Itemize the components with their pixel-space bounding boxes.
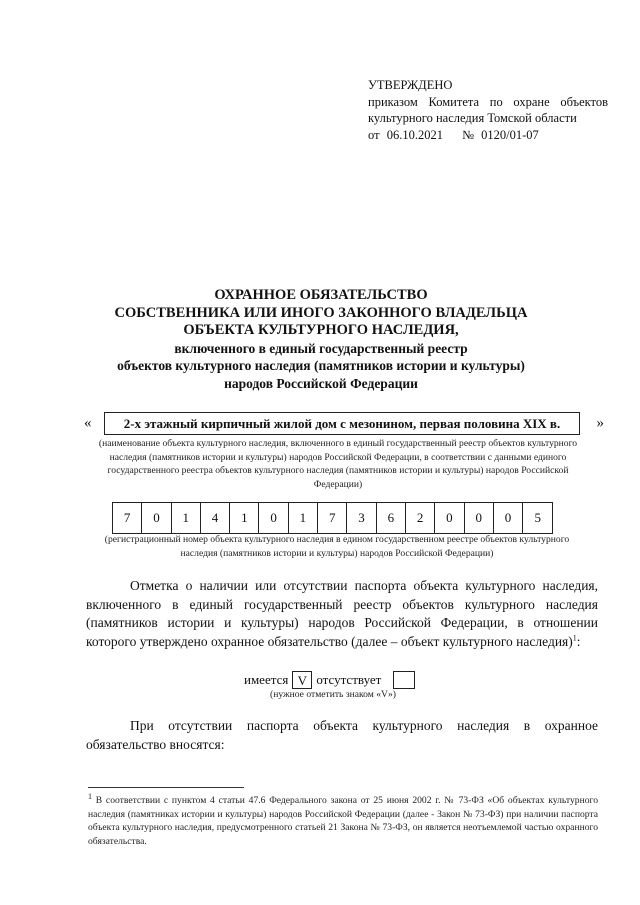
object-name-row bbox=[84, 412, 604, 438]
title-line: СОБСТВЕННИКА ИЛИ ИНОГО ЗАКОННОГО ВЛАДЕЛЬЦА bbox=[114, 304, 528, 321]
approval-word: объектов bbox=[560, 94, 608, 109]
passport-colon: : bbox=[576, 633, 581, 649]
passport-absent-label: отсутствует bbox=[316, 672, 382, 687]
registration-digit-cell: 0 bbox=[142, 503, 171, 533]
document-title bbox=[80, 287, 562, 392]
approval-date: 06.10.2021 bbox=[386, 127, 443, 142]
registration-digit-cell: 7 bbox=[113, 503, 142, 533]
registration-number-grid bbox=[112, 502, 553, 534]
footnote-reference: 1 bbox=[572, 633, 577, 642]
footnote-text: В соответствии с пунктом 4 статьи 47.6 Федерального закона от 25 июня 2002 г. № 73-ФЗ «Об объектах культурного наследия (памятниках истории и культуры) народов Российской Федерации (далее - Закон № 73-ФЗ) при наличии паспорта объекта культурного наследия, предусмотренного статьей 21 Закона № 73-ФЗ, он является неотъемлемой частью охранного обязательства. bbox=[88, 795, 598, 847]
registration-digit-cell: 4 bbox=[201, 503, 230, 533]
passport-paragraph-text: Отметка о наличии или отсутствии паспорта объекта культурного наследия, включенного в единый государственный реестр объектов культурного наследия (памятников истории и культуры) народов Российской Федерации, в отношении которого утверждено охранное обязательство (далее – объект культурного наследия) bbox=[86, 578, 598, 649]
registration-digit-cell: 6 bbox=[377, 503, 406, 533]
passport-has-checkbox[interactable]: V bbox=[292, 671, 312, 689]
registration-digit-cell: 0 bbox=[494, 503, 523, 533]
footnote bbox=[88, 791, 598, 848]
registration-digit-cell: 7 bbox=[318, 503, 347, 533]
registration-digit-cell: 0 bbox=[435, 503, 464, 533]
registration-digit-cell: 1 bbox=[172, 503, 201, 533]
passport-paragraph bbox=[86, 577, 598, 651]
object-name-caption: (наименование объекта культурного наследия, включенного в единый государственный реестр объектов культурного наследия (памятников истории и культуры) народов Российской Федерации, в соответствии с данными единого государственного реестра объектов культурного наследия (памятников истории и культуры) народов Российской Федерации) bbox=[98, 438, 578, 490]
footnote-marker: 1 bbox=[88, 791, 92, 801]
registration-digit-cell: 3 bbox=[347, 503, 376, 533]
approval-word: Комитета bbox=[428, 94, 480, 109]
footnote-divider bbox=[88, 787, 244, 788]
title-line: ОХРАННОЕ ОБЯЗАТЕЛЬСТВО bbox=[214, 287, 428, 303]
approval-word: охране bbox=[513, 94, 550, 109]
registration-digit-cell: 0 bbox=[465, 503, 494, 533]
approval-number-prefix: № bbox=[462, 127, 474, 142]
approval-number: 0120/01-07 bbox=[481, 127, 539, 142]
registration-digit-cell: 1 bbox=[289, 503, 318, 533]
approval-date-line bbox=[368, 127, 608, 144]
registration-number-caption: (регистрационный номер объекта культурного наследия в едином государственном реестре объектов культурного наследия (памятников истории и культуры) народов Российской Федерации) bbox=[104, 534, 570, 559]
approval-date-prefix: от bbox=[368, 127, 380, 142]
registration-digit-cell: 5 bbox=[534, 510, 542, 525]
passport-hint: (нужное отметить знаком «V») bbox=[270, 689, 396, 700]
approval-block bbox=[368, 77, 608, 143]
passport-choice bbox=[244, 670, 419, 690]
title-line: включенного в единый государственный реестр bbox=[174, 340, 468, 356]
approval-word: по bbox=[489, 94, 503, 109]
registration-digit-cell: 1 bbox=[230, 503, 259, 533]
registration-digit-cell: 2 bbox=[406, 503, 435, 533]
passport-absent-checkbox[interactable] bbox=[393, 671, 415, 689]
title-line: народов Российской Федерации bbox=[224, 375, 418, 391]
absence-paragraph: При отсутствии паспорта объекта культурного наследия в охранное обязательство вносятся: bbox=[86, 718, 598, 752]
open-quote: « bbox=[84, 415, 92, 431]
approval-word: приказом bbox=[368, 94, 418, 109]
approval-heading: УТВЕРЖДЕНО bbox=[368, 78, 453, 92]
approval-line1 bbox=[368, 94, 608, 111]
title-line: ОБЪЕКТА КУЛЬТУРНОГО НАСЛЕДИЯ, bbox=[183, 322, 459, 338]
passport-has-label: имеется bbox=[244, 672, 289, 687]
approval-line2: культурного наследия Томской области bbox=[368, 111, 577, 125]
close-quote: » bbox=[596, 415, 604, 431]
title-line: объектов культурного наследия (памятников истории и культуры) bbox=[117, 358, 525, 373]
registration-digit-cell: 0 bbox=[259, 503, 288, 533]
object-name-field: 2-х этажный кирпичный жилой дом с мезонином, первая половина XIX в. bbox=[104, 412, 580, 435]
